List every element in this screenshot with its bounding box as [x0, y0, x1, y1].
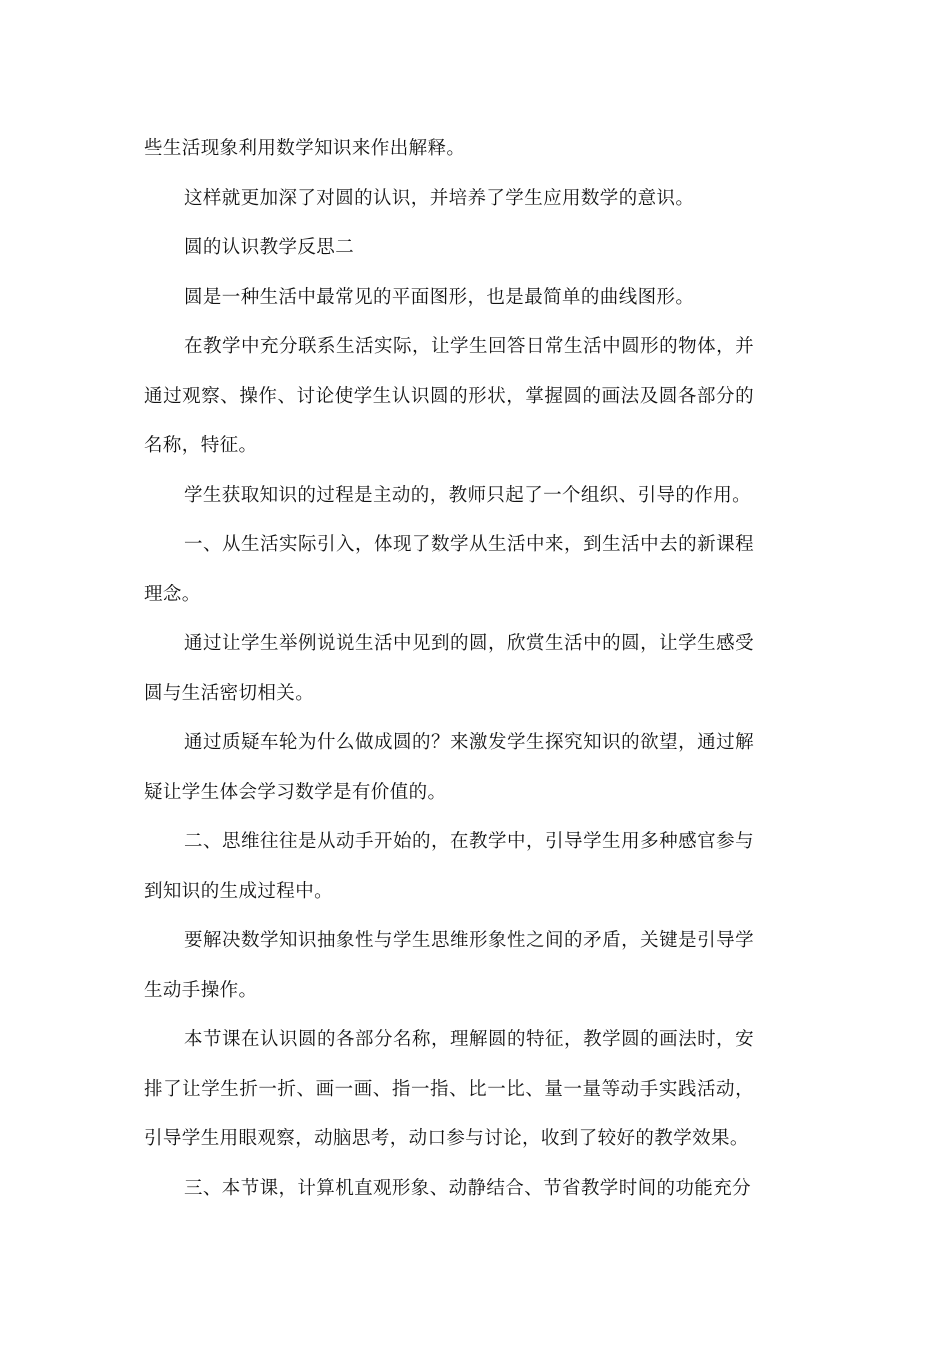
paragraph: 圆是一种生活中最常见的平面图形，也是最简单的曲线图形。	[184, 286, 695, 308]
paragraph: 些生活现象利用数学知识来作出解释。	[144, 138, 466, 159]
document-body	[144, 124, 754, 1213]
section-heading: 圆的认识教学反思二	[184, 237, 355, 258]
paragraph: 本节课在认识圆的各部分名称，理解圆的特征，教学圆的画法时，安排了让学生折一折、画一画、指一指、比一比、量一量等动手实践活动，引导学生用眼观察，动脑思考，动口参与讨论，收到了较好的教学效果。	[144, 1029, 754, 1149]
paragraph: 要解决数学知识抽象性与学生思维形象性之间的矛盾，关键是引导学生动手操作。	[144, 930, 754, 1001]
paragraph: 学生获取知识的过程是主动的，教师只起了一个组织、引导的作用。	[184, 484, 752, 506]
paragraph: 通过质疑车轮为什么做成圆的？来激发学生探究知识的欲望，通过解疑让学生体会学习数学是有价值的。	[144, 732, 754, 803]
paragraph: 一、从生活实际引入，体现了数学从生活中来，到生活中去的新课程理念。	[144, 534, 754, 605]
paragraph: 二、思维往往是从动手开始的，在教学中，引导学生用多种感官参与到知识的生成过程中。	[144, 831, 754, 902]
paragraph: 在教学中充分联系生活实际，让学生回答日常生活中圆形的物体，并通过观察、操作、讨论使学生认识圆的形状，掌握圆的画法及圆各部分的名称，特征。	[144, 336, 754, 456]
paragraph: 三、本节课，计算机直观形象、动静结合、节省教学时间的功能充分	[184, 1177, 752, 1199]
paragraph: 通过让学生举例说说生活中见到的圆，欣赏生活中的圆，让学生感受圆与生活密切相关。	[144, 633, 754, 704]
paragraph: 这样就更加深了对圆的认识，并培养了学生应用数学的意识。	[184, 187, 695, 209]
